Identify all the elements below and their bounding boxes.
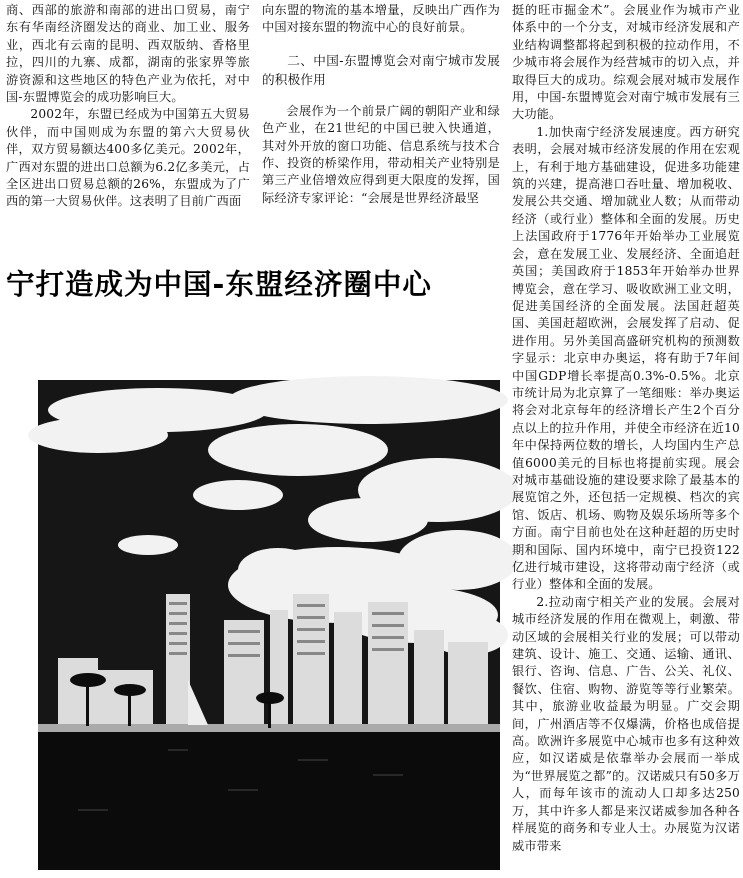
article-column-1 [6, 2, 250, 254]
paragraph: 1.加快南宁经济发展速度。西方研究表明，会展对城市经济发展的作用在宏观上，有利于地方基础建设，促进多功能建筑的兴建，提高港口吞吐量、增加税收、发展公共交通、增加就业人数；从而带动经济（或行业）整体和全面的发展。历史上法国政府于1776年开始举办工业展览会，意在发展工业、发展经济、全面追赶英国；美国政府于1853年开始举办世界博览会，意在学习、吸收欧洲工业文明，促进美国经济的全面发展。法国赶超英国、美国赶超欧洲，会展发挥了启动、促进作用。另外美国高盛研究机构的预测数字显示：北京申办奥运，将有助于7年间中国GDP增长率提高0.3%-0.5%。北京市统计局为北京算了一笔细账：举办奥运将会对北京每年的经济增长产生2个百分点以上的拉升作用，并使全市经济在近10年中保持两位数的增长，人均国内生产总值6000美元的目标也将提前实现。展会对城市基础设施的建设要求除了最基本的展览馆之外，还包括一定规模、档次的宾馆、饭店、机场、购物及娱乐场所等多个方面。南宁目前也处在这种赶超的历史时期和国际、国内环境中，南宁已投资122亿进行城市建设，这将带动南宁经济（或行业）整体和全面的发展。 [512, 124, 740, 592]
section-heading: 二、中国-东盟博览会对南宁城市发展的积极作用 [262, 52, 500, 87]
paragraph: 商、西部的旅游和南部的进出口贸易，南宁东有华南经济圈发达的商业、加工业、服务业，西北有云南的昆明、西双版纳、香格里拉，四川的九寨、成都，湖南的张家界等旅游资源和这些地区的特色产业为依托，对中国-东盟博览会的成功影响巨大。 [6, 3, 250, 105]
skyline-illustration [38, 380, 500, 870]
article-headline: 宁打造成为中国-东盟经济圈中心 [6, 268, 432, 301]
paragraph: 向东盟的物流的基本增量，反映出广西作为中国对接东盟的物流中心的良好前景。 [262, 3, 500, 35]
article-column-3 [512, 2, 740, 853]
city-skyline-photo [38, 380, 500, 870]
paragraph: 挺的旺市掘金术”。会展业作为城市产业体系中的一个分支，对城市经济发展和产业结构调整都将起到积极的拉动作用，不少城市将会展作为经营城市的切入点，并取得巨大的成功。综观会展对城市发展作用，中国-东盟博览会对南宁城市发展有三大功能。 [512, 3, 740, 122]
article-column-2 [262, 2, 500, 254]
paragraph: 2002年，东盟已经成为中国第五大贸易伙伴，而中国则成为东盟的第六大贸易伙伴，双方贸易额达400多亿美元。2002年，广西对东盟的进出口总额为6.2亿多美元，占全区进出口贸易总额的26%，东盟成为了广西的第一大贸易伙伴。这表明了目前广西面 [6, 107, 250, 209]
paragraph: 会展作为一个前景广阔的朝阳产业和绿色产业，在21世纪的中国已驶入快通道，其对外开放的窗口功能、信息系统与技术合作、投资的桥梁作用，带动相关产业特别是第三产业倍增效应得到更大限度的发挥，国际经济专家评论：“会展是世界经济最坚 [262, 103, 500, 205]
paragraph: 2.拉动南宁相关产业的发展。会展对城市经济发展的作用在微观上，刺激、带动区域的会展相关行业的发展；可以带动建筑、设计、施工、交通、运输、通讯、银行、咨询、信息、广告、公关、礼仪、餐饮、住宿、购物、游览等等行业繁荣。其中，旅游业收益最为明显。广交会期间，广州酒店等不仅爆满，价格也成倍提高。欧洲许多展览中心城市也多有这种效应，如汉诺威是依靠举办会展而一举成为“世界展览之都”的。汉诺威只有50多万人，而每年该市的流动人口却多达250万，其中许多人都是来汉诺威参加各种各样展览的商务和专业人士。办展览为汉诺威市带来 [512, 594, 740, 853]
